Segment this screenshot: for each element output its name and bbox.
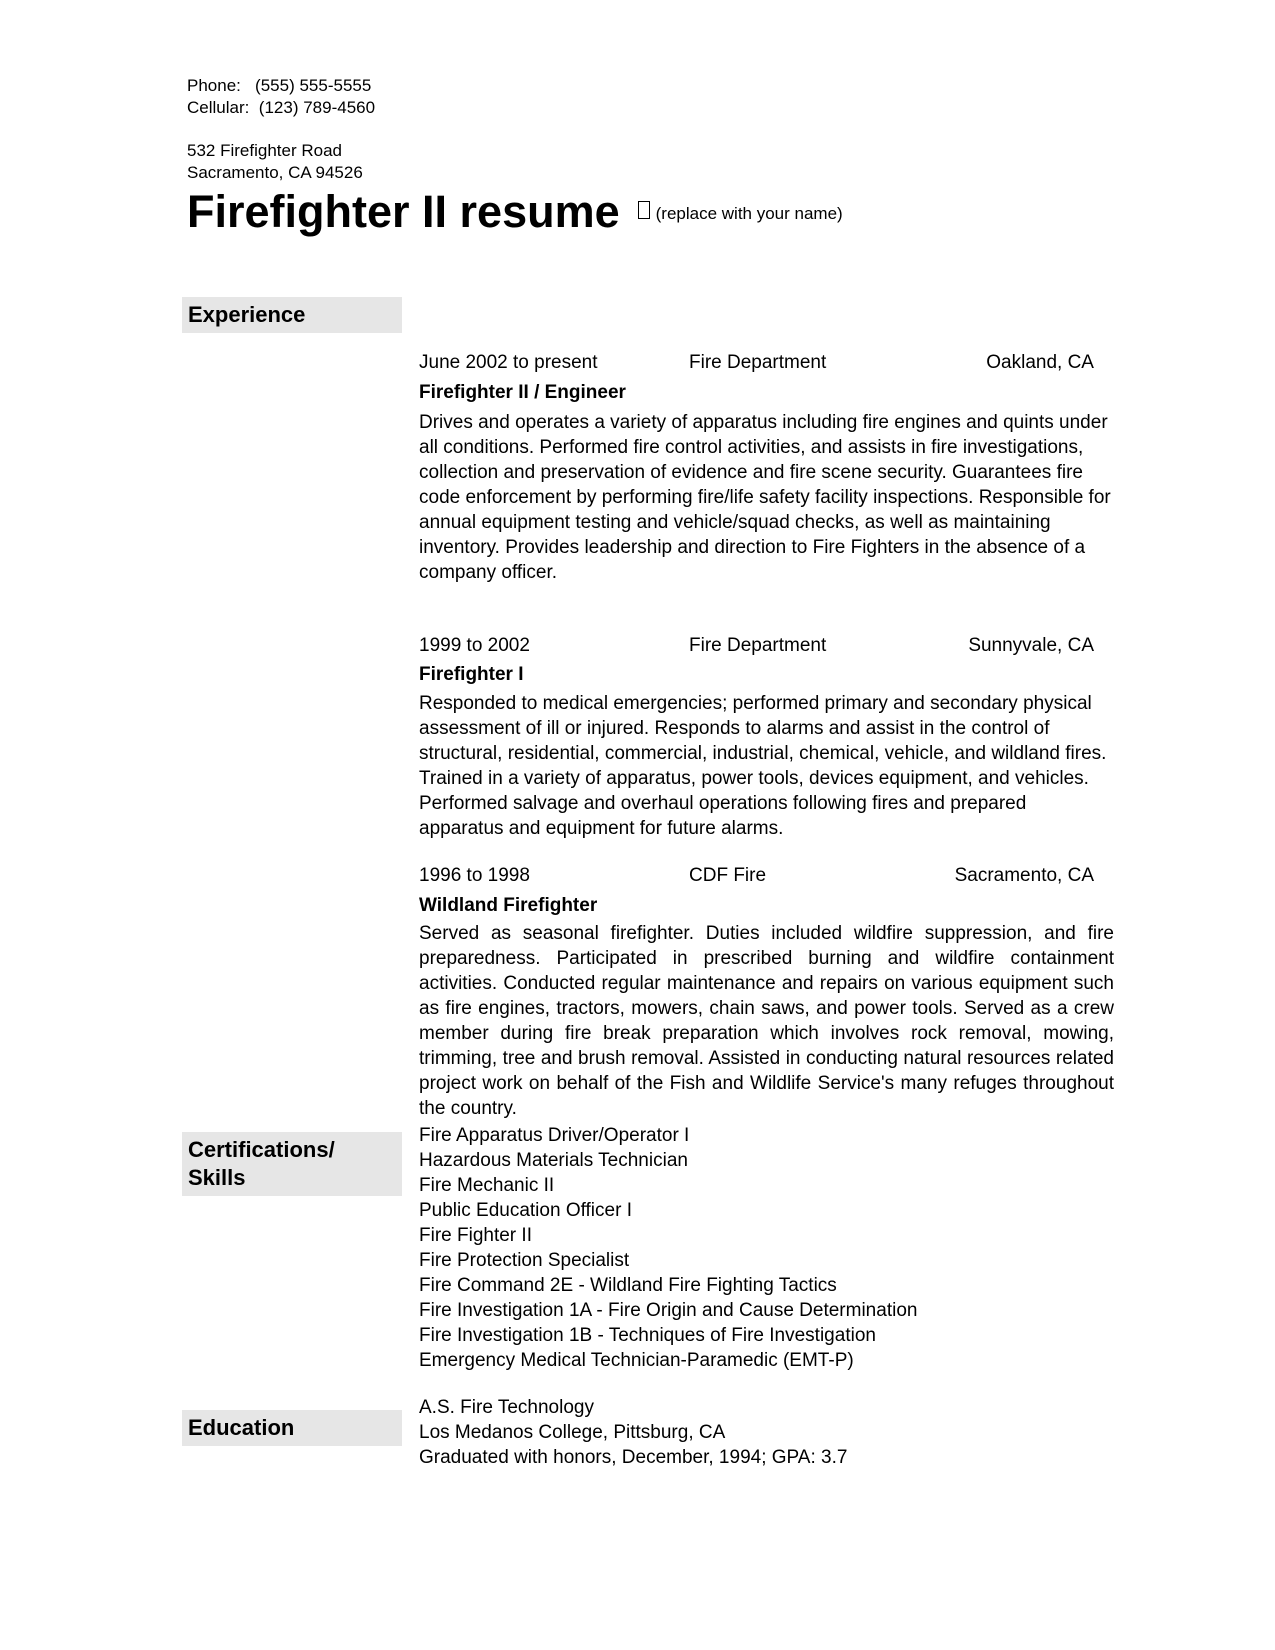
list-item: Fire Fighter II	[419, 1225, 532, 1246]
job-header-row	[419, 350, 1094, 376]
list-item: Emergency Medical Technician-Paramedic (EMT-P)	[419, 1350, 854, 1371]
list-item: Fire Investigation 1B - Techniques of Fire Investigation	[419, 1325, 876, 1346]
job-header-row	[419, 863, 1094, 889]
list-item: Fire Protection Specialist	[419, 1250, 630, 1271]
job-location: Sunnyvale, CA	[968, 635, 1094, 656]
job-employer: Fire Department	[689, 352, 827, 373]
placeholder-box-icon	[638, 201, 650, 219]
list-item: A.S. Fire Technology	[419, 1397, 594, 1418]
list-item: Fire Apparatus Driver/Operator I	[419, 1125, 690, 1146]
list-item: Hazardous Materials Technician	[419, 1150, 688, 1171]
section-heading-experience: Experience	[182, 297, 402, 333]
job-title: Wildland Firefighter	[419, 895, 598, 916]
job-description: Drives and operates a variety of apparatus including fire engines and quints under all conditions. Performed fire control activities, and assists in fire investigations, collection and preservation of evidence and fire scene security. Guarantees fire code enforcement by performing fire/life safety facility inspections. Responsible for annual equipment testing and vehicle/squad checks, as well as maintaining inventory. Provides leadership and direction to Fire Fighters in the absence of a company officer.	[419, 412, 1111, 583]
job-header-row	[419, 633, 1094, 659]
job-dates: 1999 to 2002	[419, 635, 530, 656]
section-heading-line: Skills	[188, 1165, 246, 1190]
page-title-block	[187, 186, 843, 240]
name-placeholder-note: (replace with your name)	[655, 204, 843, 223]
job-employer: CDF Fire	[689, 865, 767, 886]
job-description: Served as seasonal firefighter. Duties included wildfire suppression, and fire preparedness. Participated in prescribed burning and wildfire containment activities. Conducted regular maintenance and repairs on various equipment such as fire engines, tractors, mowers, chain saws, and power tools. Served as a crew member during fire break preparation which involves rock removal, mowing, trimming, tree and brush removal. Assisted in conducting natural resources related project work on behalf of the Fish and Wildlife Service's many refuges throughout the country.	[419, 923, 1114, 1119]
job-description: Responded to medical emergencies; performed primary and secondary physical assessment of ill or injured. Responds to alarms and assist in the control of structural, residential, commercial, industrial, chemical, vehicle, and wildland fires. Trained in a variety of apparatus, power tools, devices equipment, and vehicles. Performed salvage and overhaul operations following fires and prepared apparatus and equipment for future alarms.	[419, 693, 1107, 839]
job-location: Sacramento, CA	[954, 865, 1094, 886]
list-item: Public Education Officer I	[419, 1200, 632, 1221]
certifications-list	[419, 1123, 917, 1373]
job-employer: Fire Department	[689, 635, 827, 656]
list-item: Graduated with honors, December, 1994; GPA: 3.7	[419, 1447, 848, 1468]
list-item: Los Medanos College, Pittsburg, CA	[419, 1422, 726, 1443]
section-heading-line: Certifications/	[188, 1137, 335, 1162]
job-title: Firefighter I	[419, 664, 524, 685]
section-heading-education: Education	[182, 1410, 402, 1446]
list-item: Fire Command 2E - Wildland Fire Fighting Tactics	[419, 1275, 837, 1296]
contact-cellular: Cellular: (123) 789-4560	[187, 98, 376, 117]
list-item: Fire Investigation 1A - Fire Origin and Cause Determination	[419, 1300, 918, 1321]
job-location: Oakland, CA	[986, 352, 1094, 373]
contact-phone: Phone: (555) 555-5555	[187, 76, 372, 95]
job-dates: June 2002 to present	[419, 352, 598, 373]
section-heading-certifications	[182, 1132, 402, 1196]
education-list	[419, 1395, 847, 1470]
job-dates: 1996 to 1998	[419, 865, 530, 886]
contact-address-line2: Sacramento, CA 94526	[187, 163, 363, 182]
page-title: Firefighter II resume	[187, 186, 620, 237]
list-item: Fire Mechanic II	[419, 1175, 555, 1196]
contact-address-line1: 532 Firefighter Road	[187, 141, 342, 160]
job-title: Firefighter II / Engineer	[419, 382, 626, 403]
